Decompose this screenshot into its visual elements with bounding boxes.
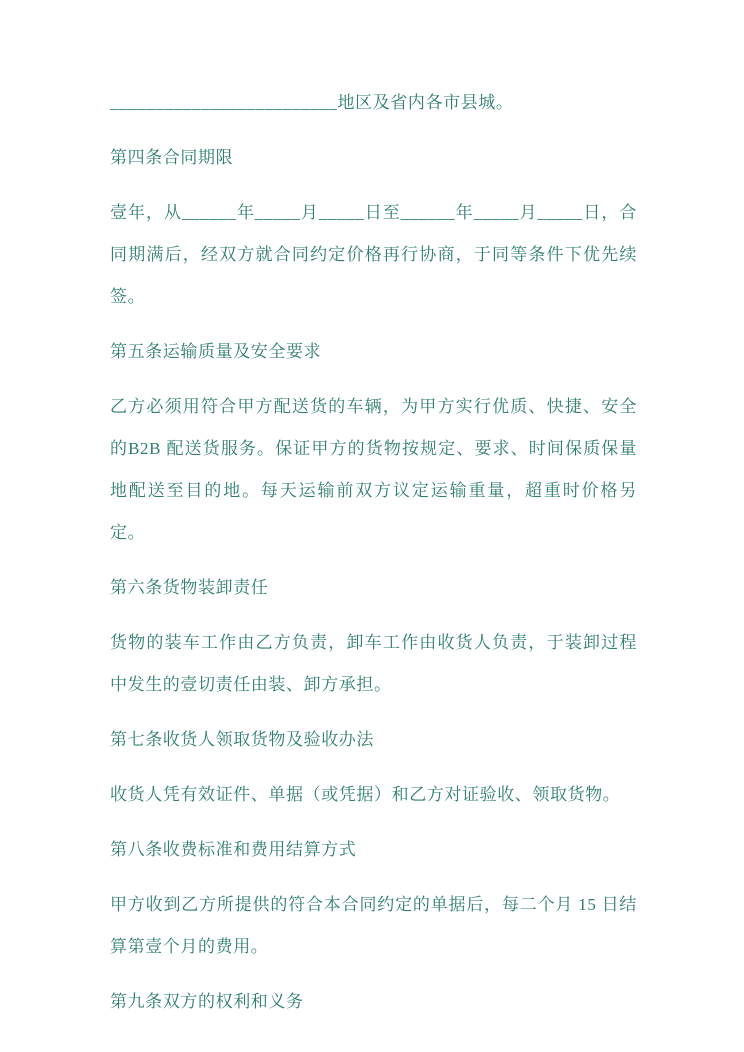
section-heading: 第四条合同期限 <box>110 148 234 167</box>
document-body <box>110 82 637 1036</box>
section-heading: 第五条运输质量及安全要求 <box>110 342 322 361</box>
paragraph: 甲方收到乙方所提供的符合本合同约定的单据后，每二个月 15 日结算第壹个月的费用。 <box>110 895 637 956</box>
section-heading: 第六条货物装卸责任 <box>110 578 269 597</box>
paragraph: _________________________地区及省内各市县城。 <box>110 93 514 112</box>
section-heading: 第九条双方的权利和义务 <box>110 992 304 1011</box>
section-heading: 第八条收费标准和费用结算方式 <box>110 840 357 859</box>
paragraph: 壹年，从______年_____月_____日至______年_____月_____日，合同期满后，经双方就合同约定价格再行协商，于同等条件下优先续签。 <box>110 203 637 306</box>
paragraph: 货物的装车工作由乙方负责，卸车工作由收货人负责，于装卸过程中发生的壹切责任由装、卸方承担。 <box>110 633 637 694</box>
paragraph: 收货人凭有效证件、单据（或凭据）和乙方对证验收、领取货物。 <box>110 785 621 804</box>
paragraph: 乙方必须用符合甲方配送货的车辆，为甲方实行优质、快捷、安全的B2B 配送货服务。保证甲方的货物按规定、要求、时间保质保量地配送至目的地。每天运输前双方议定运输重量，超重时价格另定。 <box>110 397 637 542</box>
section-heading: 第七条收货人领取货物及验收办法 <box>110 730 374 749</box>
